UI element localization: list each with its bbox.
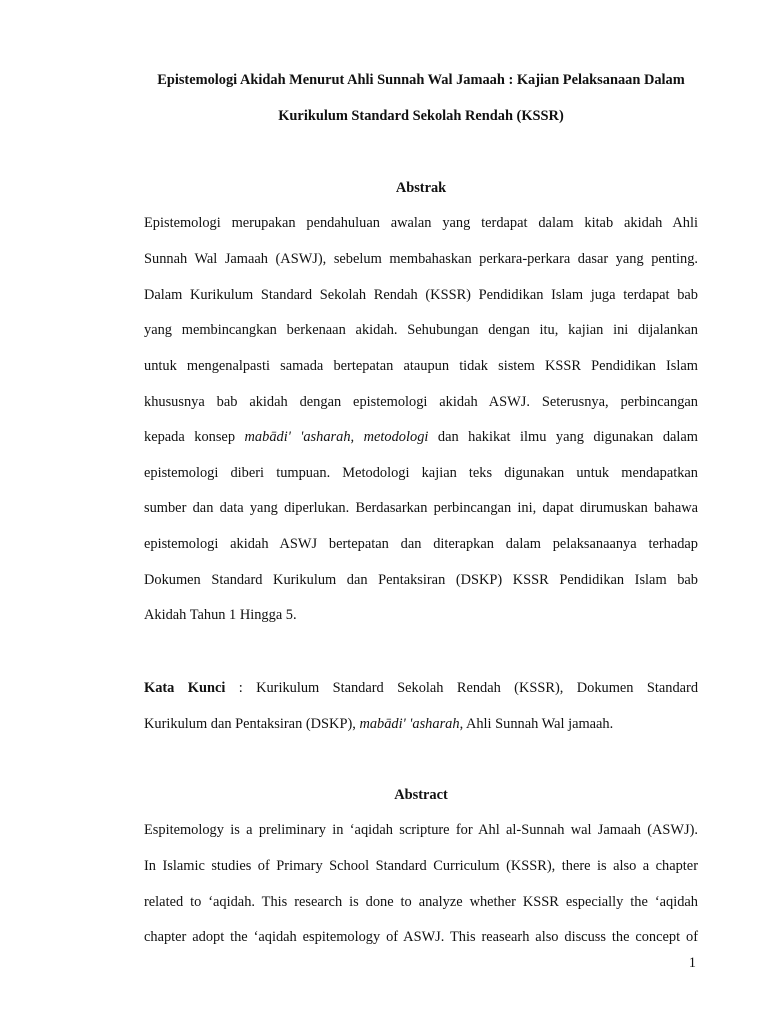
kata-kunci-line-2 xyxy=(144,716,698,733)
kata-kunci-line-1 xyxy=(144,680,698,697)
kata-kunci-text: , Ahli Sunnah Wal jamaah. xyxy=(459,716,614,732)
title-line-2: Kurikulum Standard Sekolah Rendah (KSSR) xyxy=(278,108,564,124)
abstrak-line: untuk mengenalpasti samada bertepatan ataupun tidak sistem KSSR Pendidikan Islam xyxy=(144,358,698,374)
abstract-heading: Abstract xyxy=(394,787,448,803)
title-line-1: Epistemologi Akidah Menurut Ahli Sunnah Wal Jamaah : Kajian Pelaksanaan Dalam xyxy=(157,72,685,88)
abstrak-line: Akidah Tahun 1 Hingga 5. xyxy=(144,607,297,623)
abstrak-line: epistemologi akidah ASWJ bertepatan dan diterapkan dalam pelaksanaanya terhadap xyxy=(144,536,698,552)
kata-kunci-italic-term: mabādi' 'asharah xyxy=(359,716,460,732)
abstrak-line: khususnya bab akidah dengan epistemologi akidah ASWJ. Seterusnya, perbincangan xyxy=(144,394,698,410)
abstract-line: In Islamic studies of Primary School Standard Curriculum (KSSR), there is also a chapter xyxy=(144,858,698,874)
abstrak-line: sumber dan data yang diperlukan. Berdasarkan perbincangan ini, dapat dirumuskan bahawa xyxy=(144,500,698,516)
abstrak-heading: Abstrak xyxy=(395,180,447,196)
abstrak-line: Dalam Kurikulum Standard Sekolah Rendah (KSSR) Pendidikan Islam juga terdapat bab xyxy=(144,287,698,303)
kata-kunci-label: Kata Kunci xyxy=(144,680,226,696)
abstract-line: related to ‘aqidah. This research is done to analyze whether KSSR especially the ‘aqidah xyxy=(144,894,698,910)
abstrak-line: Dokumen Standard Kurikulum dan Pentaksiran (DSKP) KSSR Pendidikan Islam bab xyxy=(144,572,698,588)
abstrak-italic-term: mabādi' 'asharah, metodologi xyxy=(244,429,429,445)
abstrak-line: yang membincangkan berkenaan akidah. Sehubungan dengan itu, kajian ini dijalankan xyxy=(144,322,698,338)
page-number: 1 xyxy=(688,955,696,971)
abstrak-line: epistemologi diberi tumpuan. Metodologi kajian teks digunakan untuk mendapatkan xyxy=(144,465,698,481)
abstrak-line: Epistemologi merupakan pendahuluan awalan yang terdapat dalam kitab akidah Ahli xyxy=(144,215,698,231)
kata-kunci-text: Kurikulum dan Pentaksiran (DSKP), xyxy=(144,716,360,732)
abstract-line: chapter adopt the ‘aqidah espitemology of ASWJ. This reasearh also discuss the concept of xyxy=(144,929,698,945)
abstrak-line: Sunnah Wal Jamaah (ASWJ), sebelum membahaskan perkara-perkara dasar yang penting. xyxy=(144,251,698,267)
abstrak-line-suffix: dan hakikat ilmu yang digunakan dalam xyxy=(428,429,698,445)
abstrak-line-with-italic xyxy=(144,429,698,446)
abstrak-line-prefix: kepada konsep xyxy=(144,429,245,445)
abstract-line: Espitemology is a preliminary in ‘aqidah scripture for Ahl al-Sunnah wal Jamaah (ASWJ). xyxy=(144,822,698,838)
kata-kunci-text: : Kurikulum Standard Sekolah Rendah (KSSR), Dokumen Standard xyxy=(225,680,699,696)
